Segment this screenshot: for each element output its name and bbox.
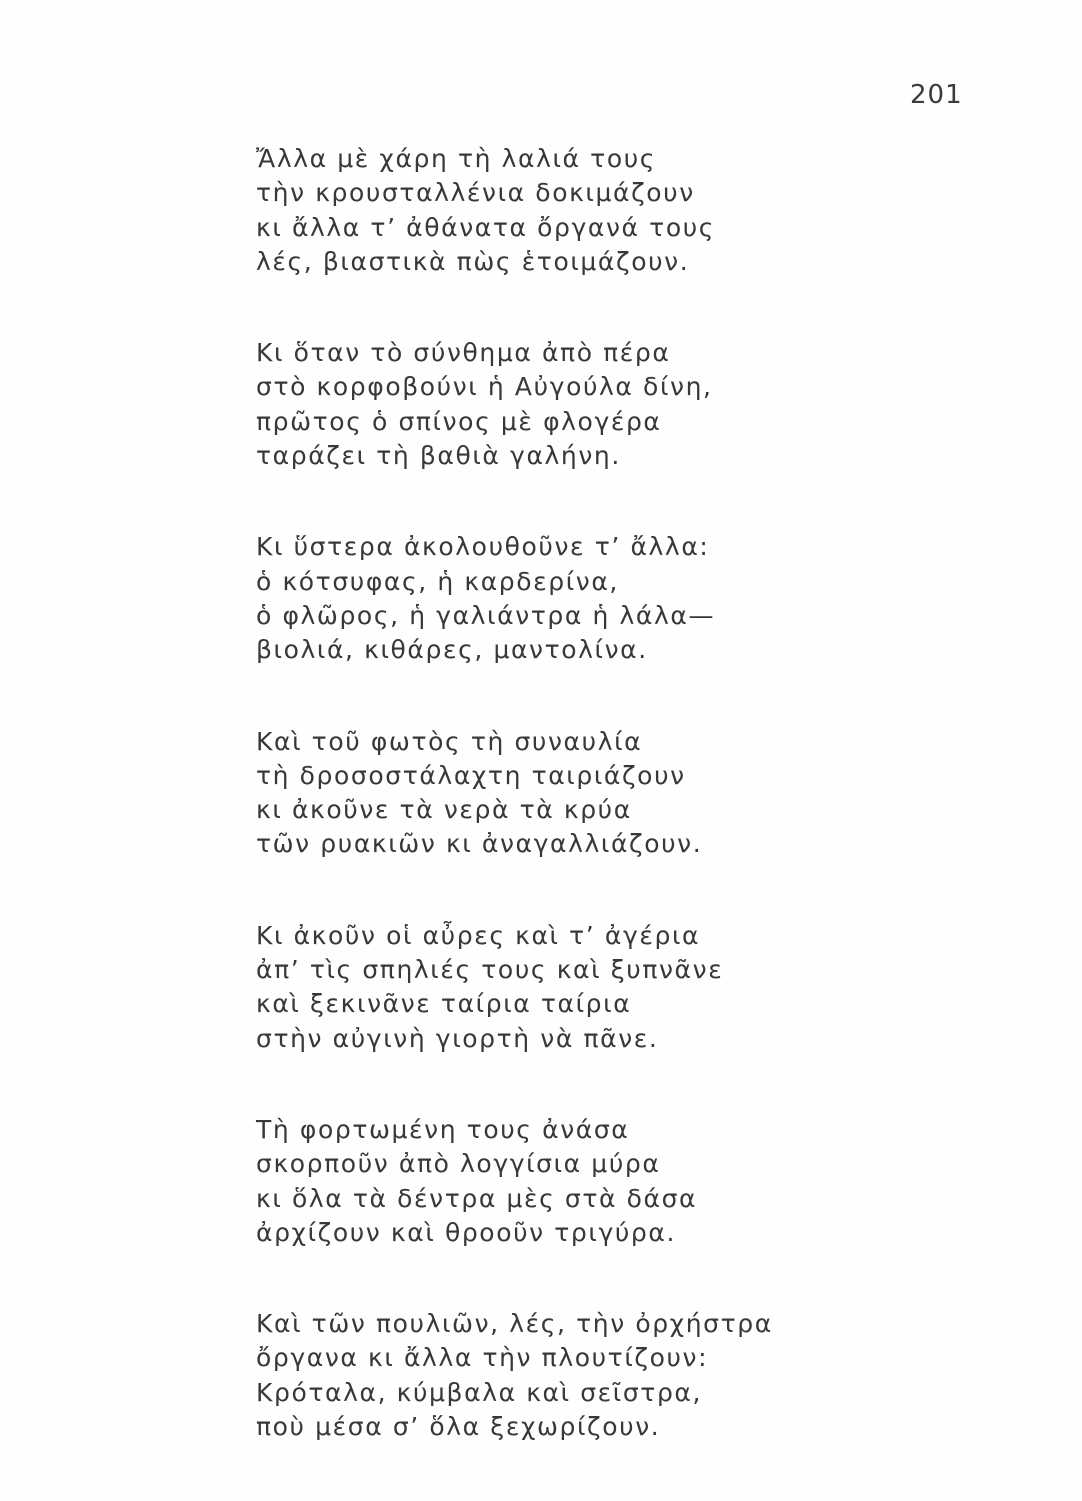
stanza-2 — [256, 336, 816, 473]
page-number: 201 — [910, 80, 963, 110]
verse-line: ἀρχίζουν καὶ θροοῦν τριγύρα. — [256, 1217, 677, 1247]
verse-line: ὁ κότσυφας, ἡ καρδερίνα, — [256, 566, 619, 596]
stanza-6 — [256, 1113, 816, 1250]
verse-line: ὄργανα κι ἄλλα τὴν πλουτίζουν: — [256, 1343, 709, 1373]
verse-line: ταράζει τὴ βαθιὰ γαλήνη. — [256, 441, 621, 471]
stanza-4 — [256, 725, 816, 862]
verse-line: τὴ δροσοστάλαχτη ταιριάζουν — [256, 760, 686, 790]
verse-line: Καὶ τοῦ φωτὸς τὴ συναυλία — [256, 726, 643, 756]
stanza-3 — [256, 530, 816, 667]
verse-line: Κι ὕστερα ἀκολουθοῦνε τ’ ἄλλα: — [256, 532, 710, 562]
verse-line: πρῶτος ὁ σπίνος μὲ φλογέρα — [256, 406, 662, 436]
verse-line: Τὴ φορτωμένη τους ἀνάσα — [256, 1114, 630, 1144]
verse-line: στὴν αὐγινὴ γιορτὴ νὰ πᾶνε. — [256, 1023, 659, 1053]
verse-line: κι ἄλλα τ’ ἀθάνατα ὄργανά τους — [256, 212, 716, 242]
verse-line: τῶν ρυακιῶν κι ἀναγαλλιάζουν. — [256, 829, 703, 859]
verse-line: σκορποῦν ἀπὸ λογγίσια μύρα — [256, 1149, 661, 1179]
verse-line: ὁ φλῶρος, ἡ γαλιάντρα ἡ λάλα— — [256, 600, 716, 630]
verse-line: τὴν κρουσταλλένια δοκιμάζουν — [256, 178, 695, 208]
stanza-5 — [256, 919, 816, 1056]
verse-line: λές, βιαστικὰ πὼς ἑτοιμάζουν. — [256, 246, 690, 276]
verse-line: Καὶ τῶν πουλιῶν, λές, τὴν ὀρχήστρα — [256, 1309, 773, 1339]
verse-line: Κι ἀκοῦν οἱ αὖρες καὶ τ’ ἀγέρια — [256, 920, 701, 950]
verse-line: βιολιά, κιθάρες, μαντολίνα. — [256, 635, 648, 665]
verse-line: Ἄλλα μὲ χάρη τὴ λαλιά τους — [256, 144, 657, 173]
verse-line: καὶ ξεκινᾶνε ταίρια ταίρια — [256, 989, 632, 1019]
stanza-1 — [256, 142, 816, 279]
verse-line: κι ὅλα τὰ δέντρα μὲς στὰ δάσα — [256, 1183, 698, 1213]
verse-line: στὸ κορφοβούνι ἡ Αὐγούλα δίνη, — [256, 372, 713, 402]
verse-line: Κρόταλα, κύμβαλα καὶ σεῖστρα, — [256, 1377, 703, 1407]
verse-line: ποὺ μέσα σ’ ὅλα ξεχωρίζουν. — [256, 1412, 661, 1442]
verse-line: ἀπ’ τὶς σπηλιές τους καὶ ξυπνᾶνε — [256, 955, 724, 985]
verse-line: Κι ὅταν τὸ σύνθημα ἀπὸ πέρα — [256, 338, 671, 368]
verse-line: κι ἀκοῦνε τὰ νερὰ τὰ κρύα — [256, 795, 632, 825]
stanza-7 — [256, 1307, 816, 1444]
poem — [256, 142, 816, 1501]
